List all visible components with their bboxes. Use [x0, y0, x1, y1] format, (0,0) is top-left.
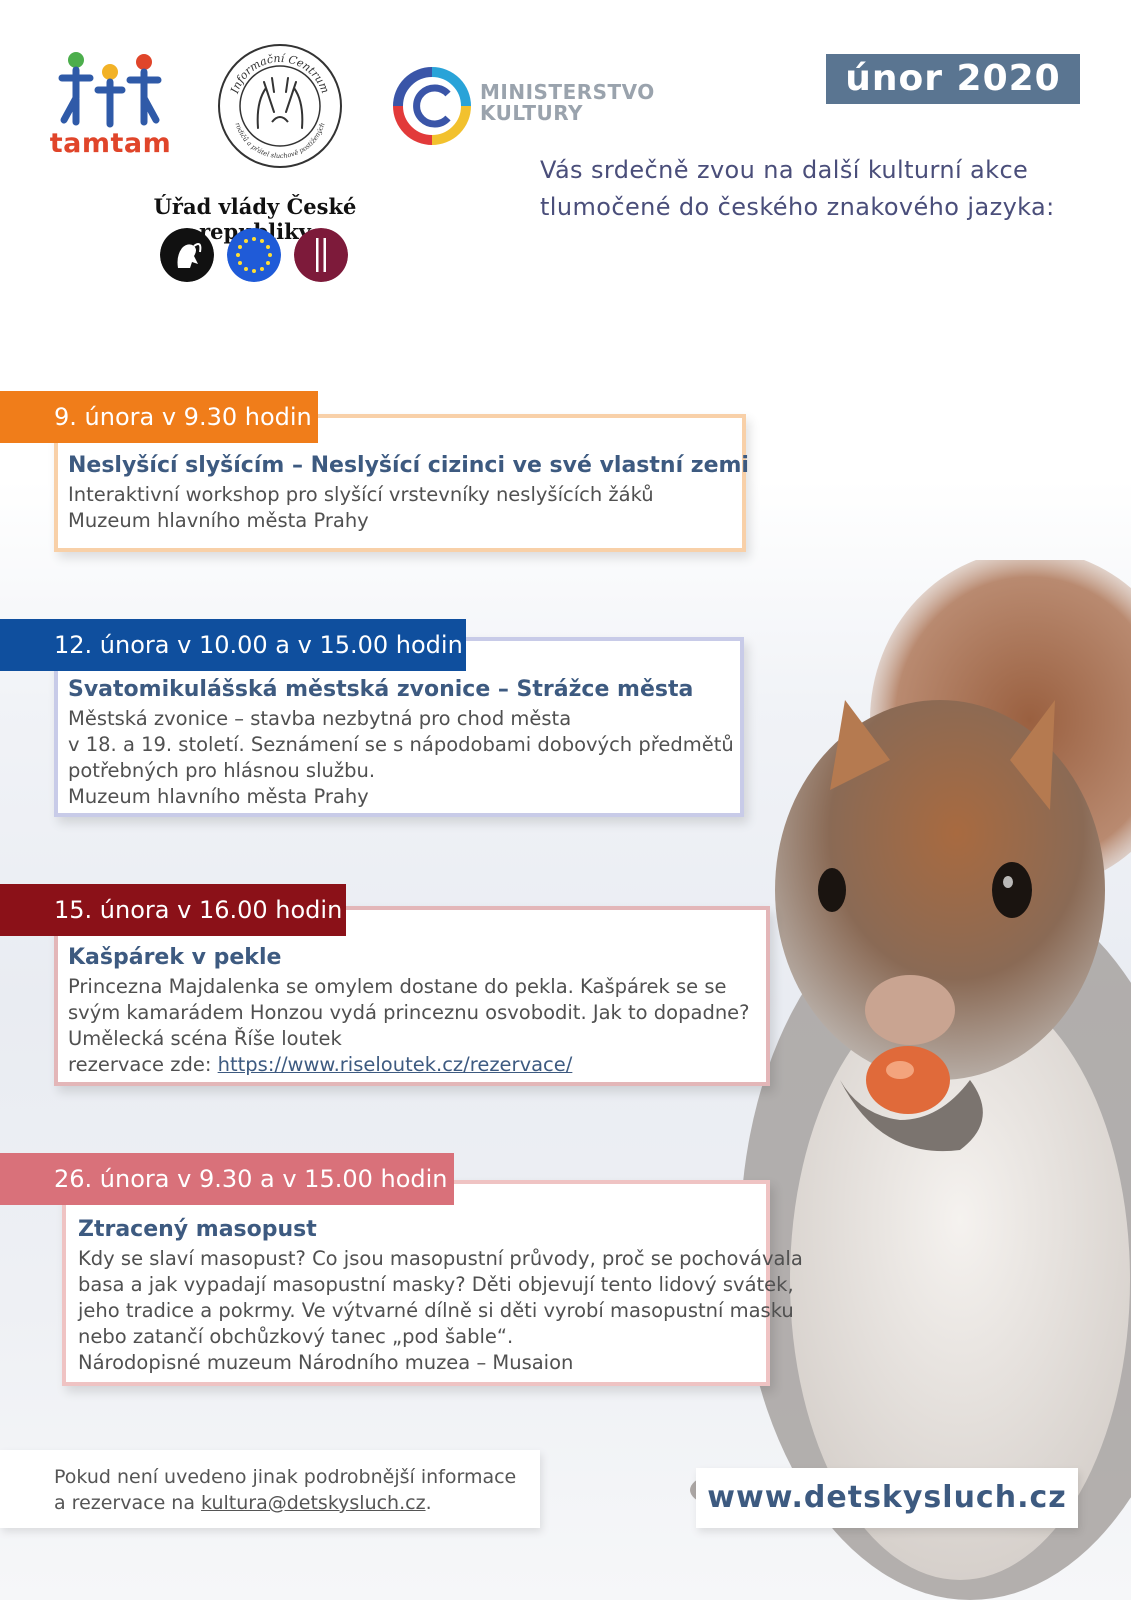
footer-website-box [696, 1468, 1078, 1528]
event-title-2: Svatomikulášská městská zvonice – Strážce města [68, 677, 694, 702]
event-title-4: Ztracený masopust [78, 1217, 317, 1242]
footer-info-text [54, 1464, 516, 1516]
invitation-line-2: tlumočené do českého znakového jazyka: [540, 193, 1055, 221]
urad-vlady-title: Úřad vlády České [153, 194, 357, 219]
footer-website-link[interactable]: www.detskysluch.cz [707, 1480, 1067, 1515]
mk-logo-line1: MINISTERSTVO [480, 80, 655, 104]
footer-info-prefix: a rezervace na [54, 1492, 202, 1514]
eu-flag-icon [227, 228, 281, 282]
event-date-4: 26. února v 9.30 a v 15.00 hodin [0, 1153, 454, 1205]
invitation-text [540, 152, 1100, 226]
event-title-3: Kašpárek v pekle [68, 945, 282, 970]
event-3-reservation-line [68, 1052, 750, 1078]
reservation-link[interactable]: https://www.riseloutek.cz/rezervace/ [217, 1053, 573, 1076]
event-3-line-2: svým kamarádem Honzou vydá princeznu osvobodit. Jak to dopadne? [68, 1001, 750, 1024]
event-3-line-1: Princezna Majdalenka se omylem dostane do pekla. Kašpárek se se [68, 975, 727, 998]
month-badge: únor 2020 [826, 54, 1080, 104]
event-2-line-3: potřebných pro hlásnou službu. [68, 759, 376, 782]
tamtam-figures-icon [48, 48, 173, 130]
invitation-line-1: Vás srdečně zvou na další kulturní akce [540, 156, 1029, 184]
mk-ring-icon [392, 66, 472, 146]
mk-logo-text [480, 82, 655, 124]
event-3-line-3: Umělecká scéna Říše loutek [68, 1027, 342, 1050]
event-body-3 [68, 944, 750, 1078]
event-2-line-1: Městská zvonice – stavba nezbytná pro chod města [68, 707, 572, 730]
event-1-line-2: Muzeum hlavního města Prahy [68, 509, 369, 532]
event-date-3: 15. února v 16.00 hodin [0, 884, 346, 936]
lion-emblem-icon [160, 228, 214, 282]
reservation-prefix: rezervace zde: [68, 1053, 218, 1076]
footer-info-line-1: Pokud není uvedeno jinak podrobnější informace [54, 1466, 517, 1488]
event-title-1: Neslyšící slyšícím – Neslyšící cizinci ve své vlastní zemi [68, 453, 749, 478]
event-4-line-1: Kdy se slaví masopust? Co jsou masopustní průvody, proč se pochovávala [78, 1247, 803, 1270]
footer-info-line-2 [54, 1490, 516, 1516]
event-2-line-4: Muzeum hlavního města Prahy [68, 785, 369, 808]
ministerstvo-kultury-logo [392, 66, 655, 146]
event-4-line-4: nebo zatančí obchůzkový tanec „pod šable“. [78, 1325, 514, 1348]
government-pillars-icon [294, 228, 348, 282]
event-date-1: 9. února v 9.30 hodin [0, 391, 318, 443]
event-body-1 [68, 452, 749, 534]
event-2-line-2: v 18. a 19. století. Seznámení se s nápodobami dobových předmětů [68, 733, 734, 756]
event-1-line-1: Interaktivní workshop pro slyšící vrstevníky neslyšících žáků [68, 483, 654, 506]
informacni-centrum-logo [216, 42, 344, 170]
footer-info-box [0, 1450, 540, 1528]
tamtam-logo [48, 48, 173, 168]
urad-vlady-icons [160, 228, 350, 284]
ic-logo-text-bottom: rodičů a přátel sluchově postižených [233, 121, 327, 161]
event-body-2 [68, 676, 734, 810]
tamtam-logo-text: tamtam [49, 128, 172, 159]
event-date-2: 12. února v 10.00 a v 15.00 hodin [0, 619, 466, 671]
footer-info-suffix: . [425, 1492, 432, 1514]
event-body-4 [78, 1216, 803, 1376]
ic-logo-text-top: Informační Centrum [228, 51, 332, 96]
event-4-line-3: jeho tradice a pokrmy. Ve výtvarné dílně si děti vyrobí masopustní masku [78, 1299, 794, 1322]
event-4-line-2: basa a jak vypadají masopustní masky? Děti objevují tento lidový svátek, [78, 1273, 794, 1296]
footer-email-link[interactable]: kultura@detskysluch.cz [201, 1492, 426, 1514]
event-4-line-5: Národopisné muzeum Národního muzea – Musaion [78, 1351, 574, 1374]
mk-logo-line2: KULTURY [480, 101, 583, 125]
hands-seal-icon [216, 42, 344, 170]
